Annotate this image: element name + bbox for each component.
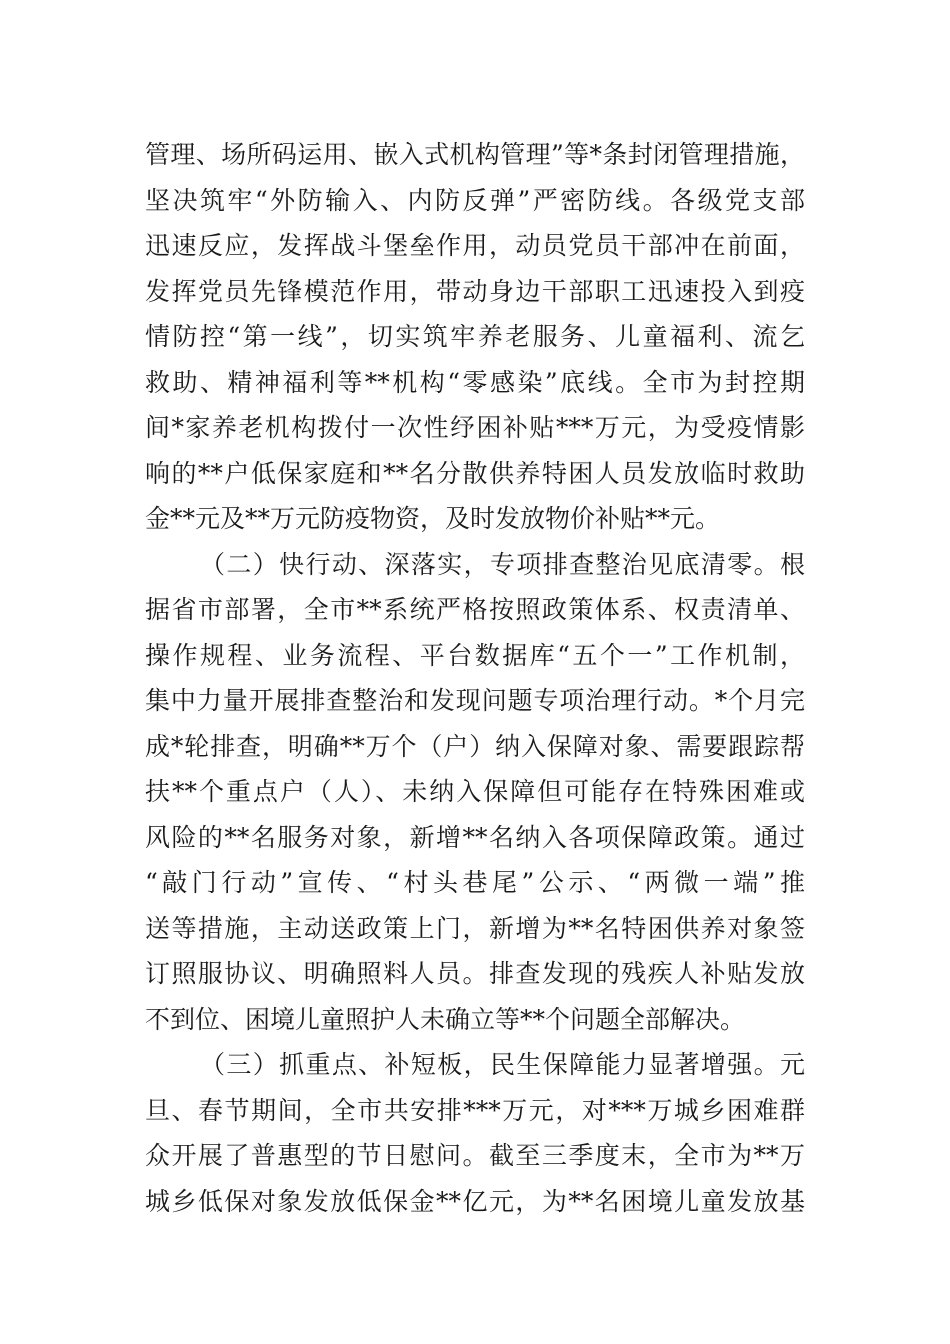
- text-line: 送等措施，主动送政策上门，新增为**名特困供养对象签: [145, 913, 805, 943]
- text-line: 订照服协议、明确照料人员。排查发现的残疾人补贴发放: [145, 959, 805, 988]
- document-body: [145, 132, 805, 1224]
- paragraph-epidemic-control: [145, 132, 805, 542]
- paragraph-special-inspection: [145, 542, 805, 1043]
- text-line: 据省市部署，全市**系统严格按照政策体系、权责清单、: [145, 595, 805, 624]
- text-line: 坚决筑牢“外防输入、内防反弹”严密防线。各级党支部: [145, 185, 805, 215]
- paragraph-livelihood-security: [145, 1042, 805, 1224]
- text-line: 救助、精神福利等**机构“零感染”底线。全市为封控期: [145, 367, 805, 397]
- text-line: 响的**户低保家庭和**名分散供养特困人员发放临时救助: [145, 458, 805, 488]
- text-line: （二）快行动、深落实，专项排查整治见底清零。根: [200, 549, 805, 579]
- text-line: 金**元及**万元防疫物资，及时发放物价补贴**元。: [145, 504, 721, 533]
- text-line: 操作规程、业务流程、平台数据库“五个一”工作机制，: [145, 640, 805, 670]
- text-line: 成*轮排查，明确**万个（户）纳入保障对象、需要跟踪帮: [145, 731, 805, 761]
- text-line: 迅速反应，发挥战斗堡垒作用，动员党员干部冲在前面，: [145, 231, 805, 260]
- text-line: 风险的**名服务对象，新增**名纳入各项保障政策。通过: [145, 822, 805, 852]
- text-line: 众开展了普惠型的节日慰问。截至三季度末，全市为**万: [145, 1141, 805, 1170]
- text-line: 扶**个重点户（人）、未纳入保障但可能存在特殊困难或: [145, 777, 805, 806]
- text-line: （三）抓重点、补短板，民生保障能力显著增强。元: [200, 1050, 805, 1079]
- text-line: 不到位、困境儿童照护人未确立等**个问题全部解决。: [145, 1004, 746, 1034]
- text-line: “敲门行动”宣传、“村头巷尾”公示、“两微一端”推: [145, 868, 805, 897]
- text-line: 间*家养老机构拨付一次性纾困补贴***万元，为受疫情影: [145, 413, 805, 442]
- text-line: 管理、场所码运用、嵌入式机构管理”等*条封闭管理措施，: [145, 140, 805, 169]
- text-line: 城乡低保对象发放低保金**亿元，为**名困境儿童发放基: [145, 1186, 805, 1216]
- text-line: 情防控“第一线”，切实筑牢养老服务、儿童福利、流乞: [145, 322, 805, 351]
- text-line: 旦、春节期间，全市共安排***万元，对***万城乡困难群: [145, 1095, 805, 1125]
- text-line: 发挥党员先锋模范作用，带动身边干部职工迅速投入到疫: [145, 276, 805, 306]
- text-line: 集中力量开展排查整治和发现问题专项治理行动。*个月完: [145, 686, 805, 715]
